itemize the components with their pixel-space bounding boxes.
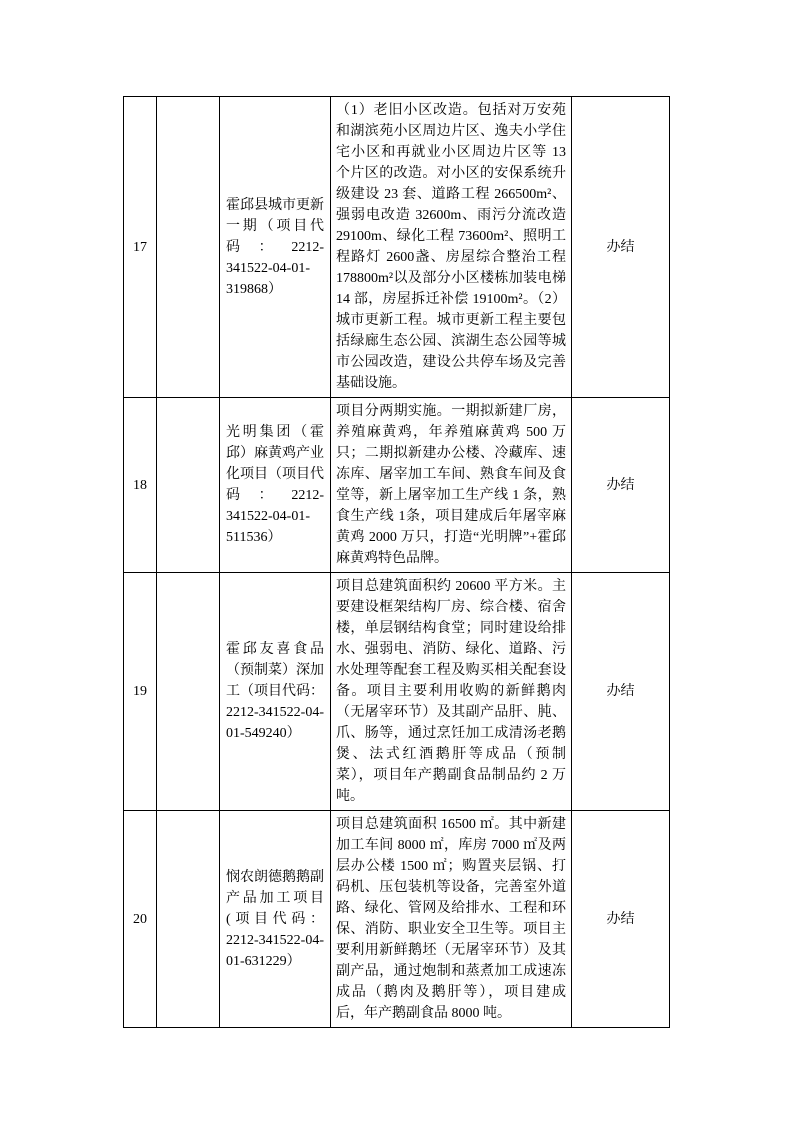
category-cell: [157, 811, 220, 1028]
project-table: [123, 96, 670, 1028]
row-number: 17: [124, 97, 157, 398]
row-number: 18: [124, 398, 157, 573]
table-row: [124, 398, 670, 573]
table-row: [124, 573, 670, 811]
project-description: （1）老旧小区改造。包括对万安苑和湖滨苑小区周边片区、逸夫小学住宅小区和再就业小区周边片区等 13 个片区的改造。对小区的安保系统升级建设 23 套、道路工程 266500m²、强弱电改造 32600m、雨污分流改造 29100m、绿化工程 73600m²、照明工程路灯 2600盏、房屋综合整治工程 178800m²以及部分小区楼栋加装电梯 14 部，房屋拆迁补偿 19100m²。（2）城市更新工程。城市更新工程主要包括绿廊生态公园、滨湖生态公园等城市公园改造，建设公共停车场及完善基础设施。: [331, 97, 572, 398]
status-cell: 办结: [572, 97, 670, 398]
status-cell: 办结: [572, 811, 670, 1028]
status-cell: 办结: [572, 573, 670, 811]
status-cell: 办结: [572, 398, 670, 573]
project-description: 项目分两期实施。一期拟新建厂房，养殖麻黄鸡，年养殖麻黄鸡 500 万只；二期拟新建办公楼、冷藏库、速冻库、屠宰加工车间、熟食车间及食堂等，新上屠宰加工生产线 1 条，熟食生产线 1条，项目建成后年屠宰麻黄鸡 2000 万只，打造“光明牌”+霍邱麻黄鸡特色品牌。: [331, 398, 572, 573]
project-description: 项目总建筑面积 16500 ㎡。其中新建加工车间 8000 ㎡，库房 7000 ㎡及两层办公楼 1500 ㎡；购置夹层锅、打码机、压包装机等设备，完善室外道路、绿化、管网及给排水、工程和环保、消防、职业安全卫生等。项目主要利用新鲜鹅坯（无屠宰环节）及其副产品，通过炮制和蒸煮加工成速冻成品（鹅肉及鹅肝等），项目建成后，年产鹅副食品 8000 吨。: [331, 811, 572, 1028]
row-number: 20: [124, 811, 157, 1028]
category-cell: [157, 573, 220, 811]
project-name: 光明集团（霍邱）麻黄鸡产业化项目（项目代码：2212-341522-04-01-511536）: [220, 398, 331, 573]
project-name: 霍邱县城市更新一期（项目代码：2212-341522-04-01-319868）: [220, 97, 331, 398]
table-row: [124, 97, 670, 398]
project-name: 悯农朗德鹅鹅副产品加工项目(项目代码：2212-341522-04-01-631229）: [220, 811, 331, 1028]
table-row: [124, 811, 670, 1028]
project-name: 霍邱友喜食品（预制菜）深加工（项目代码：2212-341522-04-01-549240）: [220, 573, 331, 811]
category-cell: [157, 97, 220, 398]
category-cell: [157, 398, 220, 573]
row-number: 19: [124, 573, 157, 811]
project-description: 项目总建筑面积约 20600 平方米。主要建设框架结构厂房、综合楼、宿舍楼，单层钢结构食堂；同时建设给排水、强弱电、消防、绿化、道路、污水处理等配套工程及购买相关配套设备。项目主要利用收购的新鲜鹅肉（无屠宰环节）及其副产品肝、肫、爪、肠等，通过烹饪加工成清汤老鹅煲、法式红酒鹅肝等成品（预制菜），项目年产鹅副食品制品约 2 万吨。: [331, 573, 572, 811]
